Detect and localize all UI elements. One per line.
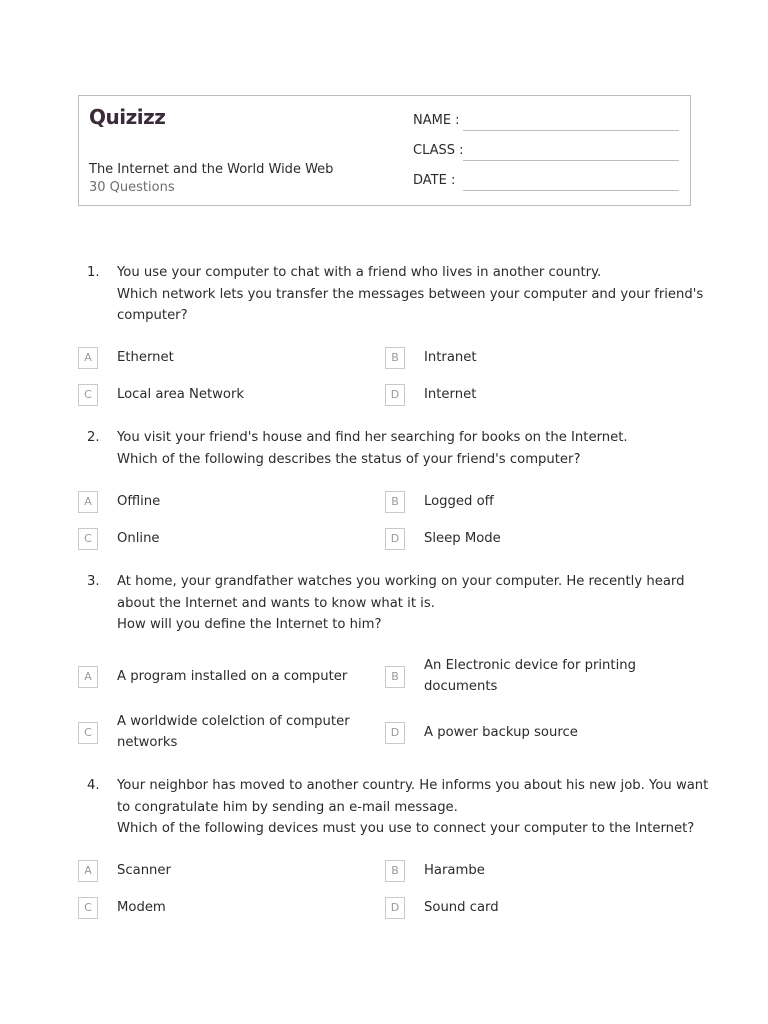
option-letter: D xyxy=(385,528,405,550)
option-d[interactable] xyxy=(385,722,685,746)
worksheet-header xyxy=(78,95,691,206)
class-label: CLASS : xyxy=(413,143,464,158)
option-text: A program installed on a computer xyxy=(117,669,348,684)
option-text: Internet xyxy=(424,387,477,402)
question-text xyxy=(117,775,709,840)
option-letter: B xyxy=(385,860,405,882)
question-line: Which of the following devices must you use to connect your computer to the Internet? xyxy=(117,821,695,836)
option-text: Modem xyxy=(117,900,166,915)
option-letter: A xyxy=(78,491,98,513)
option-text: Local area Network xyxy=(117,387,245,402)
quizizz-logo: Quizizz xyxy=(89,105,166,129)
question-line: Your neighbor has moved to another country. He informs you about his new job. You want xyxy=(117,778,709,793)
option-b[interactable] xyxy=(385,347,685,371)
option-letter: C xyxy=(78,528,98,550)
option-c[interactable] xyxy=(78,528,378,552)
option-text: A power backup source xyxy=(424,725,578,740)
name-label: NAME : xyxy=(413,113,460,128)
question-line: You visit your friend's house and find her searching for books on the Internet. xyxy=(117,430,628,445)
question-line: computer? xyxy=(117,308,188,323)
option-b[interactable] xyxy=(385,491,685,515)
option-d[interactable] xyxy=(385,384,685,408)
option-letter: B xyxy=(385,491,405,513)
option-letter: C xyxy=(78,722,98,744)
option-text: Scanner xyxy=(117,863,171,878)
question-number: 3. xyxy=(87,574,100,589)
option-text: An Electronic device for printing documents xyxy=(424,658,636,694)
option-d[interactable] xyxy=(385,528,685,552)
option-letter: D xyxy=(385,384,405,406)
option-text: Offline xyxy=(117,494,161,509)
option-a[interactable] xyxy=(78,860,378,884)
question-line: Which of the following describes the status of your friend's computer? xyxy=(117,451,581,467)
option-c[interactable] xyxy=(78,384,378,408)
option-letter: D xyxy=(385,897,405,919)
option-c[interactable] xyxy=(78,897,378,921)
option-a[interactable] xyxy=(78,666,378,690)
question-number: 1. xyxy=(87,265,100,280)
option-letter: C xyxy=(78,384,98,406)
option-text: A worldwide colelction of computer networks xyxy=(117,714,350,750)
question-line: How will you define the Internet to him? xyxy=(117,617,382,632)
date-label: DATE : xyxy=(413,173,456,188)
name-field[interactable] xyxy=(463,130,679,131)
question-number: 4. xyxy=(87,778,100,793)
option-a[interactable] xyxy=(78,491,378,515)
option-letter: D xyxy=(385,722,405,744)
option-letter: A xyxy=(78,860,98,882)
option-letter: B xyxy=(385,347,405,369)
question-count: 30 Questions xyxy=(89,180,175,195)
option-b[interactable] xyxy=(385,658,685,694)
option-text: Online xyxy=(117,531,160,546)
question-text xyxy=(117,571,685,636)
option-text: Sleep Mode xyxy=(424,531,501,546)
option-d[interactable] xyxy=(385,897,685,921)
question-text xyxy=(117,262,704,327)
class-field[interactable] xyxy=(463,160,679,161)
option-letter: C xyxy=(78,897,98,919)
question-number: 2. xyxy=(87,430,100,445)
date-field[interactable] xyxy=(463,190,679,191)
option-text: Sound card xyxy=(424,900,499,915)
question-line: to congratulate him by sending an e-mail message. xyxy=(117,799,458,815)
option-b[interactable] xyxy=(385,860,685,884)
option-text: Intranet xyxy=(424,350,477,365)
question-line: At home, your grandfather watches you working on your computer. He recently heard xyxy=(117,574,685,589)
option-text: Ethernet xyxy=(117,350,174,365)
question-line: You use your computer to chat with a friend who lives in another country. xyxy=(117,265,602,280)
option-text: Harambe xyxy=(424,863,485,878)
question-text xyxy=(117,427,677,470)
question-line: about the Internet and wants to know what it is. xyxy=(117,595,435,611)
worksheet-title: The Internet and the World Wide Web xyxy=(89,162,334,177)
option-text: Logged off xyxy=(424,494,494,509)
option-a[interactable] xyxy=(78,347,378,371)
option-letter: A xyxy=(78,666,98,688)
option-c[interactable] xyxy=(78,714,378,750)
option-letter: B xyxy=(385,666,405,688)
option-letter: A xyxy=(78,347,98,369)
question-line: Which network lets you transfer the messages between your computer and your friend's xyxy=(117,286,704,302)
